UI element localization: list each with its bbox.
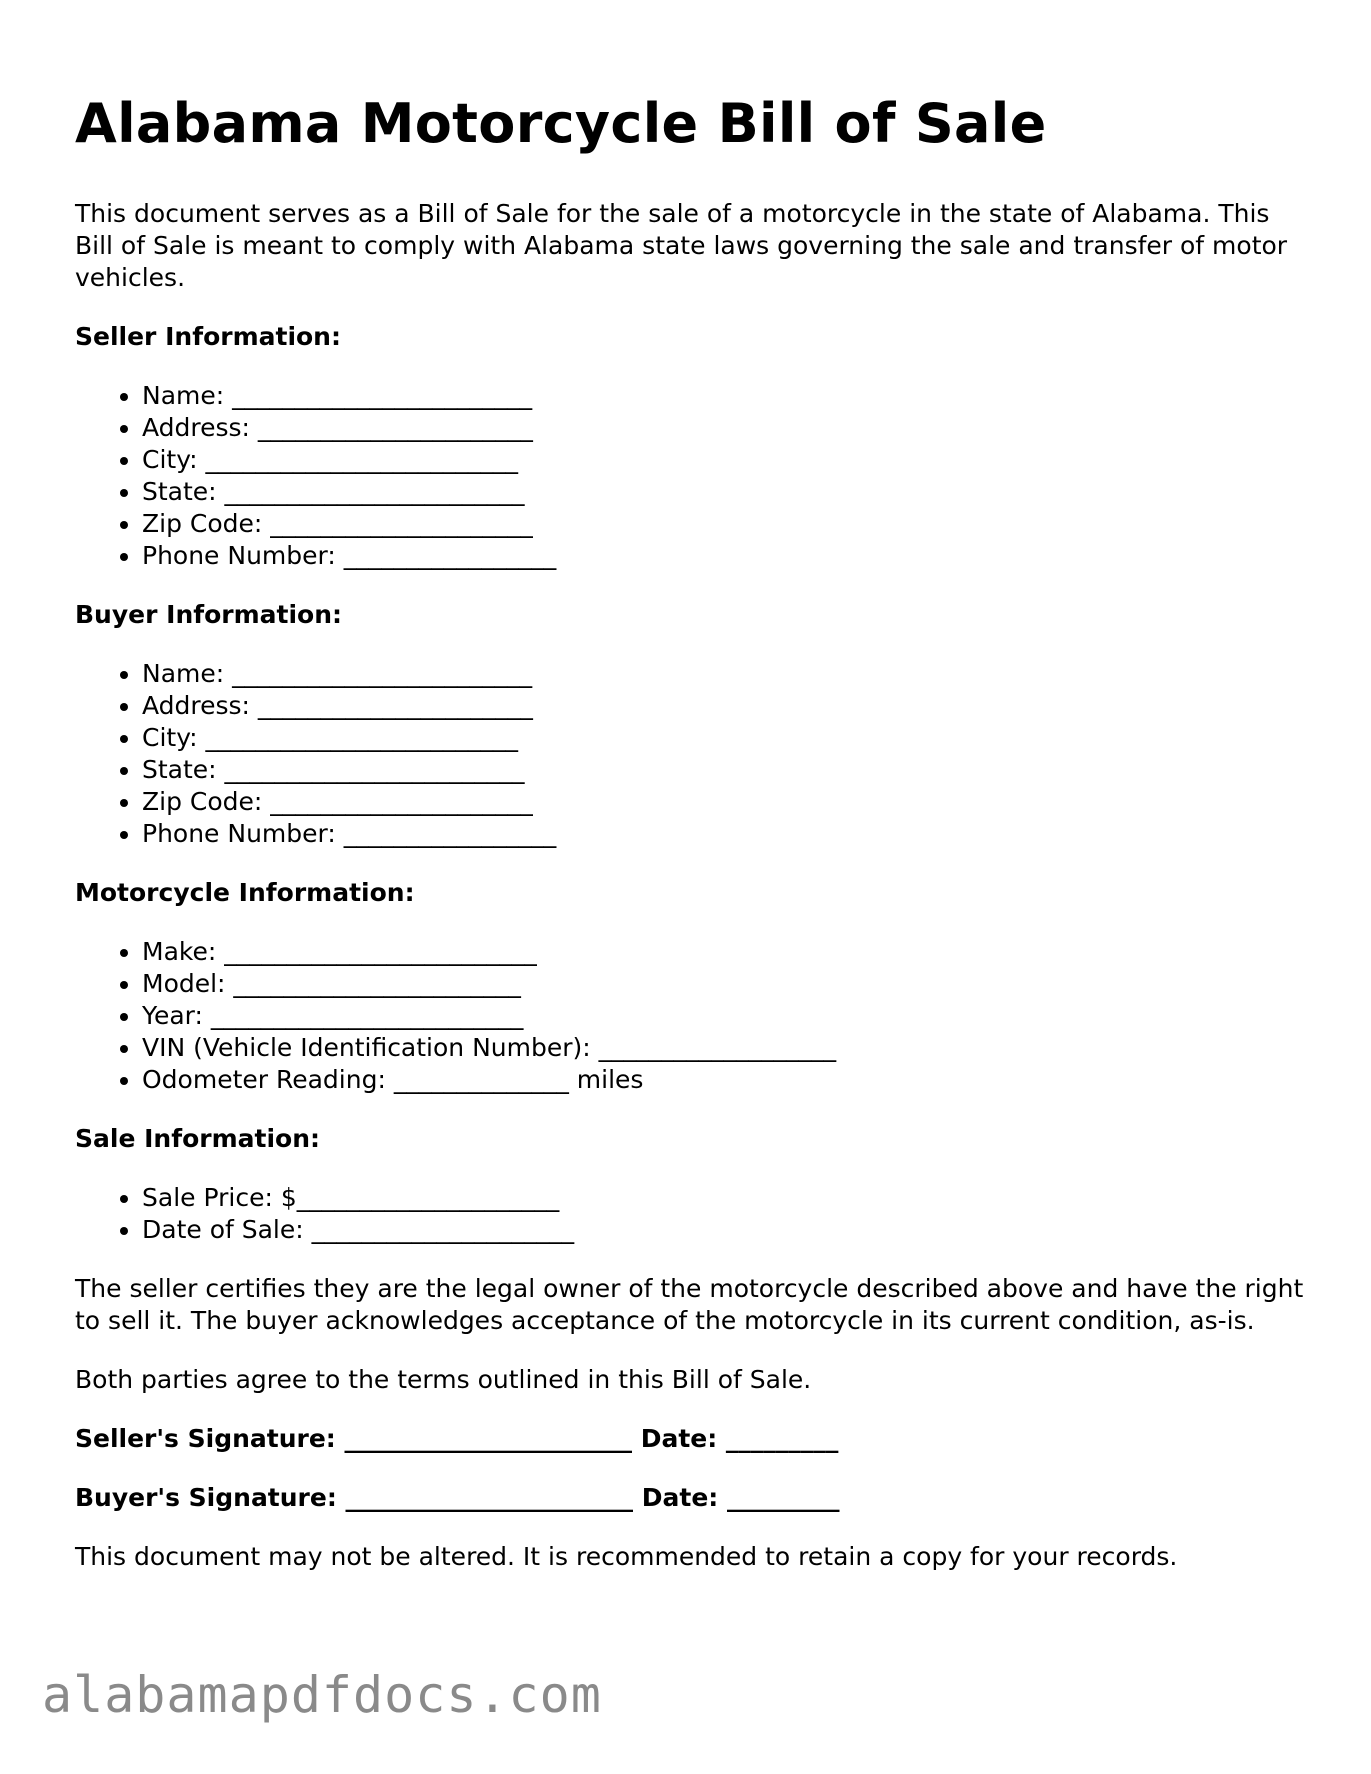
sale-list [75,1182,1305,1246]
seller-state-line: • State: ________________________ [142,476,1305,508]
seller-phone-line: • Phone Number: _________________ [142,540,1305,572]
buyer-city-line: • City: _________________________ [142,722,1305,754]
buyer-signature-line: Buyer's Signature: _______________________ Date: _________ [75,1482,840,1512]
document-page [75,92,1305,1573]
intro-paragraph: This document serves as a Bill of Sale for the sale of a motorcycle in the state of Alabama. This Bill of Sale is meant to comply with Alabama state laws governing the sale and transfer of motor vehicles. [75,198,1288,292]
buyer-list [75,658,1305,850]
certification-paragraph: The seller certifies they are the legal owner of the motorcycle described above and have the right to sell it. The buyer acknowledges acceptance of the motorcycle in its current condition, as-is. [75,1273,1304,1335]
document-title: Alabama Motorcycle Bill of Sale [75,92,1047,155]
seller-signature-line: Seller's Signature: _______________________ Date: _________ [75,1423,839,1453]
buyer-state-line: • State: ________________________ [142,754,1305,786]
motorcycle-odometer-line: • Odometer Reading: ______________ miles [142,1064,1305,1096]
sale-price-line: • Sale Price: $_____________________ [142,1182,1305,1214]
seller-city-line: • City: _________________________ [142,444,1305,476]
sale-heading: Sale Information: [75,1123,320,1153]
agreement-paragraph: Both parties agree to the terms outlined in this Bill of Sale. [75,1364,812,1394]
buyer-heading: Buyer Information: [75,599,343,629]
motorcycle-list [75,936,1305,1096]
motorcycle-heading: Motorcycle Information: [75,877,415,907]
buyer-phone-line: • Phone Number: _________________ [142,818,1305,850]
footer-note: This document may not be altered. It is recommended to retain a copy for your records. [75,1541,1178,1571]
seller-zip-line: • Zip Code: _____________________ [142,508,1305,540]
motorcycle-model-line: • Model: _______________________ [142,968,1305,1000]
buyer-address-line: • Address: ______________________ [142,690,1305,722]
motorcycle-make-line: • Make: _________________________ [142,936,1305,968]
watermark-text: alabamapdfdocs.com [42,1666,602,1724]
sale-date-line: • Date of Sale: _____________________ [142,1214,1305,1246]
buyer-zip-line: • Zip Code: _____________________ [142,786,1305,818]
seller-name-line: • Name: ________________________ [142,380,1305,412]
buyer-name-line: • Name: ________________________ [142,658,1305,690]
motorcycle-vin-line: • VIN (Vehicle Identification Number): ___________________ [142,1032,1305,1064]
motorcycle-year-line: • Year: _________________________ [142,1000,1305,1032]
seller-address-line: • Address: ______________________ [142,412,1305,444]
seller-list [75,380,1305,572]
seller-heading: Seller Information: [75,321,341,351]
